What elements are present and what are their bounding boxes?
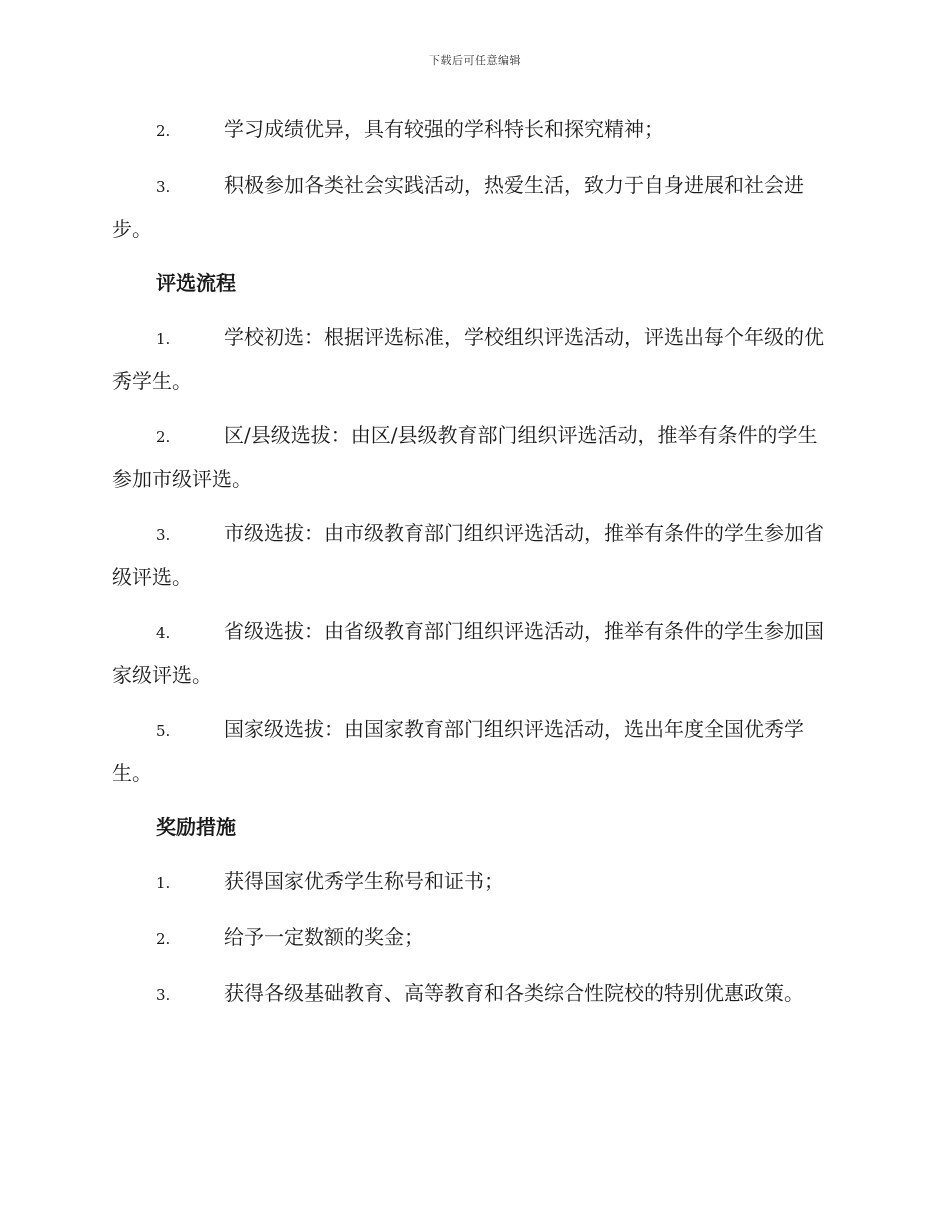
list-text: 学习成绩优异，具有较强的学科特长和探究精神； (224, 117, 664, 141)
list-text: 获得国家优秀学生称号和证书； (224, 869, 504, 893)
list-number: 1. (156, 874, 171, 892)
list-text: 省级选拔：由省级教育部门组织评选活动，推举有条件的学生参加国家级评选。 (112, 619, 824, 687)
list-number: 1. (156, 330, 171, 348)
list-text: 获得各级基础教育、高等教育和各类综合性院校的特别优惠政策。 (224, 981, 804, 1005)
section-heading-process: 评选流程 (156, 271, 236, 295)
list-item (112, 512, 836, 598)
list-number: 2. (156, 428, 171, 446)
list-text: 国家级选拔：由国家教育部门组织评选活动，选出年度全国优秀学生。 (112, 717, 804, 785)
list-text: 积极参加各类社会实践活动，热爱生活，致力于自身进展和社会进步。 (112, 173, 804, 241)
list-item (112, 860, 836, 904)
list-text: 市级选拔：由市级教育部门组织评选活动，推举有条件的学生参加省级评选。 (112, 521, 824, 589)
list-item (112, 164, 836, 250)
list-number: 4. (156, 624, 171, 642)
list-number: 3. (156, 178, 171, 196)
list-item (112, 414, 836, 500)
list-item (112, 708, 836, 794)
list-number: 3. (156, 526, 171, 544)
list-text: 区/县级选拔：由区/县级教育部门组织评选活动，推举有条件的学生参加市级评选。 (112, 423, 818, 491)
list-item (112, 916, 836, 960)
list-number: 2. (156, 930, 171, 948)
list-number: 2. (156, 122, 171, 140)
page-header: 下载后可任意编辑 (429, 54, 521, 67)
section-heading-rewards: 奖励措施 (156, 815, 236, 839)
list-item (112, 108, 836, 152)
list-text: 给予一定数额的奖金； (224, 925, 424, 949)
list-text: 学校初选：根据评选标准，学校组织评选活动，评选出每个年级的优秀学生。 (112, 325, 824, 393)
list-item (112, 316, 836, 402)
document-body (112, 108, 836, 1028)
list-number: 5. (156, 722, 171, 740)
list-item (112, 972, 836, 1016)
list-number: 3. (156, 986, 171, 1004)
list-item (112, 610, 836, 696)
